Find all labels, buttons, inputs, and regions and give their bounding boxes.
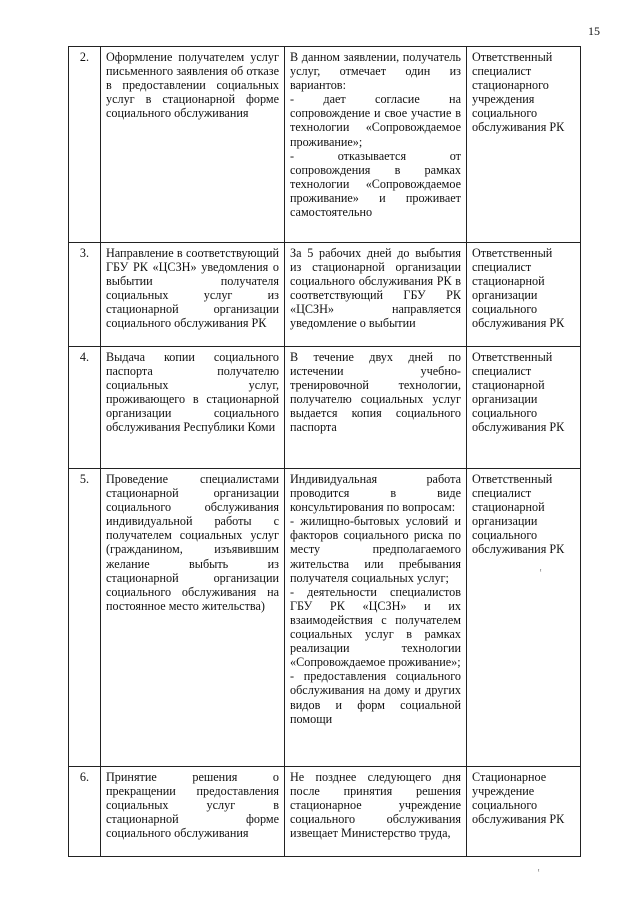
action-cell: Проведение специалистами стационарной организации социального обслуживания индивидуальной работы с получателем социальных услуг (гражданином, изъявившим желание выбыть из стационарной организации социального обслуживания на постоянное место жительства) — [101, 469, 285, 767]
action-cell: Направление в соответствующий ГБУ РК «ЦСЗН» уведомления о выбытии получателя социальных услуг из стационарной организации социального обслуживания РК — [101, 243, 285, 347]
responsible-cell: Ответственный специалист стационарной организации социального обслуживания РК — [467, 243, 581, 347]
responsible-cell: Ответственный специалист стационарного учреждения социального обслуживания РК — [467, 47, 581, 243]
term-cell — [285, 347, 467, 469]
action-cell: Выдача копии социального паспорта получателю социальных услуг, проживающего в стационарной организации социального обслуживания Республики Коми — [101, 347, 285, 469]
responsible-cell: Стационарное учреждение социального обслуживания РК — [467, 767, 581, 857]
procedure-table — [68, 46, 581, 857]
row-number: 3. — [69, 243, 101, 347]
table-row — [69, 347, 581, 469]
term-cell — [285, 767, 467, 857]
term-line: В течение двух дней по истечении учебно-тренировочной технологии, получателю социальных услуг выдается копия социального паспорта — [290, 350, 461, 435]
scan-mark: ᶦ — [538, 866, 540, 876]
table-row — [69, 469, 581, 767]
term-line: - дает согласие на сопровождение и свое участие в технологии «Сопровождаемое проживание»; — [290, 92, 461, 149]
term-line: Не позднее следующего дня после принятия решения стационарное учреждение социального обслуживания извещает Министерство труда, — [290, 770, 461, 841]
term-cell — [285, 243, 467, 347]
term-cell — [285, 469, 467, 767]
action-cell: Принятие решения о прекращении предоставления социальных услуг в стационарной форме социального обслуживания — [101, 767, 285, 857]
term-line: - жилищно-бытовых условий и факторов социального риска по месту предполагаемого жительства или пребывания получателя социальных услуг; — [290, 514, 461, 585]
row-number: 5. — [69, 469, 101, 767]
responsible-cell: Ответственный специалист стационарной организации социального обслуживания РК — [467, 469, 581, 767]
row-number: 6. — [69, 767, 101, 857]
term-line: - предоставления социального обслуживания на дому и других видов и форм социальной помощи — [290, 669, 461, 726]
action-cell: Оформление получателем услуг письменного заявления об отказе в предоставлении социальных услуг в стационарной форме социального обслуживания — [101, 47, 285, 243]
term-line: В данном заявлении, получатель услуг, отмечает один из вариантов: — [290, 50, 461, 93]
term-line: - деятельности специалистов ГБУ РК «ЦСЗН» и их взаимодействия с получателем социальных услуг в рамках реализации технологии «Сопровождаемое проживание»; — [290, 584, 461, 670]
page-number: 15 — [588, 24, 600, 38]
scan-mark: ᶦ — [540, 566, 542, 576]
row-number: 2. — [69, 47, 101, 243]
term-cell — [285, 47, 467, 243]
term-line: - отказывается от сопровождения в рамках технологии «Сопровождаемое проживание» и проживает самостоятельно — [290, 148, 461, 220]
table-row — [69, 47, 581, 243]
responsible-cell: Ответственный специалист стационарной организации социального обслуживания РК — [467, 347, 581, 469]
term-line: Индивидуальная работа проводится в виде консультирования по вопросам: — [290, 472, 461, 515]
row-number: 4. — [69, 347, 101, 469]
term-line: За 5 рабочих дней до выбытия из стационарной организации социального обслуживания РК в соответствующий ГБУ РК «ЦСЗН» направляется уведомление о выбытии — [290, 246, 461, 331]
table-row — [69, 243, 581, 347]
table-row — [69, 767, 581, 857]
